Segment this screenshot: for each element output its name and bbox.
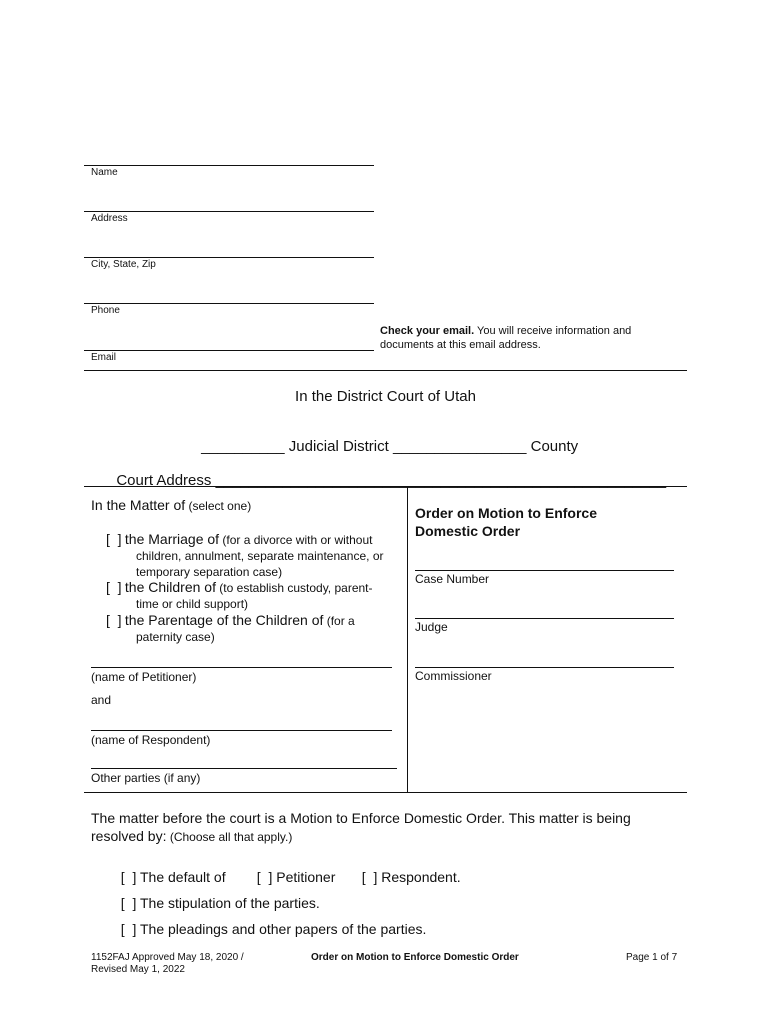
judge-line — [415, 618, 674, 619]
matter-heading-note: (select one) — [185, 499, 252, 513]
court-address-line — [108, 455, 678, 489]
district-blank: __________ — [201, 438, 285, 455]
option-parentage-box[interactable]: [ ] — [106, 612, 122, 628]
default-checkbox[interactable]: [ ] — [120, 869, 137, 885]
commissioner-label: Commissioner — [415, 669, 492, 683]
caption-top-line — [84, 486, 687, 487]
option-marriage-note1: (for a divorce with or without — [219, 533, 373, 547]
city-state-zip-label: City, State, Zip — [91, 259, 156, 270]
respondent-checkbox[interactable]: [ ] — [361, 869, 378, 885]
and-label: and — [91, 693, 112, 707]
footer-form-id-line2: Revised May 1, 2022 — [91, 964, 185, 975]
name-line — [84, 165, 374, 166]
case-number-label: Case Number — [415, 572, 490, 586]
name-label: Name — [91, 167, 118, 178]
other-parties-line — [91, 768, 397, 769]
option-marriage-note3: temporary separation case) — [136, 565, 283, 579]
order-title — [415, 504, 597, 540]
other-parties-label: Other parties (if any) — [91, 771, 201, 785]
court-address-blank: ______________________________________________________ — [215, 472, 667, 489]
respondent-line — [91, 730, 392, 731]
email-line — [84, 350, 374, 351]
petitioner-choice-label: Petitioner — [276, 869, 336, 885]
footer-form-id-line1: 1152FAJ Approved May 18, 2020 / — [91, 952, 244, 963]
email-note — [380, 324, 680, 352]
email-note-line2: documents at this email address. — [380, 339, 541, 351]
choice-respondent — [354, 853, 461, 885]
petitioner-line — [91, 667, 392, 668]
caption-bottom-line — [84, 792, 687, 793]
body-line2-note: (Choose all that apply.) — [166, 830, 293, 844]
option-children-title: the Children of — [124, 579, 216, 595]
order-title-line1: Order on Motion to Enforce — [415, 505, 597, 521]
email-note-bold: Check your email. — [380, 325, 475, 337]
body-line2-main: resolved by: — [91, 828, 167, 844]
phone-line — [84, 303, 374, 304]
stipulation-checkbox[interactable]: [ ] — [120, 895, 137, 911]
district-label: Judicial District — [284, 438, 393, 455]
option-marriage — [106, 531, 406, 580]
county-label: County — [526, 438, 579, 455]
pleadings-checkbox[interactable]: [ ] — [120, 921, 137, 937]
email-note-line1: You will receive information and — [474, 325, 632, 337]
order-title-line2: Domestic Order — [415, 523, 521, 539]
footer-page-number: Page 1 of 7 — [626, 952, 678, 963]
case-number-line — [415, 570, 674, 571]
option-children-note1: (to establish custody, parent- — [215, 581, 373, 595]
petitioner-checkbox[interactable]: [ ] — [256, 869, 273, 885]
option-children — [106, 579, 406, 612]
court-title: In the District Court of Utah — [295, 388, 476, 405]
choice-pleadings — [113, 905, 426, 937]
judicial-district-line — [84, 421, 687, 455]
address-label: Address — [91, 213, 128, 224]
option-parentage-note2: paternity case) — [136, 630, 215, 644]
footer-doc-title: Order on Motion to Enforce Domestic Order — [311, 952, 519, 963]
address-line — [84, 211, 374, 212]
matter-heading-title: In the Matter of — [91, 497, 186, 513]
body-line2 — [91, 828, 292, 846]
court-address-label: Court Address — [116, 472, 216, 489]
city-state-zip-line — [84, 257, 374, 258]
option-marriage-box[interactable]: [ ] — [106, 531, 122, 547]
option-parentage — [106, 612, 406, 645]
respondent-choice-label: Respondent. — [381, 869, 461, 885]
body-line1: The matter before the court is a Motion to Enforce Domestic Order. This matter is being — [91, 810, 631, 826]
default-label: The default of — [139, 869, 226, 885]
option-children-box[interactable]: [ ] — [106, 579, 122, 595]
caption-divider-vertical — [407, 486, 408, 792]
petitioner-label: (name of Petitioner) — [91, 670, 197, 684]
option-children-note2: time or child support) — [136, 597, 249, 611]
pleadings-label: The pleadings and other papers of the parties. — [139, 921, 427, 937]
option-parentage-note1: (for a — [323, 614, 355, 628]
option-parentage-title: the Parentage of the Children of — [124, 612, 324, 628]
option-marriage-title: the Marriage of — [124, 531, 220, 547]
county-blank: ________________ — [392, 438, 527, 455]
respondent-label: (name of Respondent) — [91, 733, 211, 747]
email-label: Email — [91, 352, 117, 363]
footer-form-id — [91, 952, 244, 976]
judge-label: Judge — [415, 620, 448, 634]
matter-heading — [91, 497, 251, 515]
commissioner-line — [415, 667, 674, 668]
phone-label: Phone — [91, 305, 120, 316]
header-divider — [84, 370, 687, 371]
option-marriage-note2: children, annulment, separate maintenance, or — [136, 549, 384, 563]
stipulation-label: The stipulation of the parties. — [139, 895, 320, 911]
